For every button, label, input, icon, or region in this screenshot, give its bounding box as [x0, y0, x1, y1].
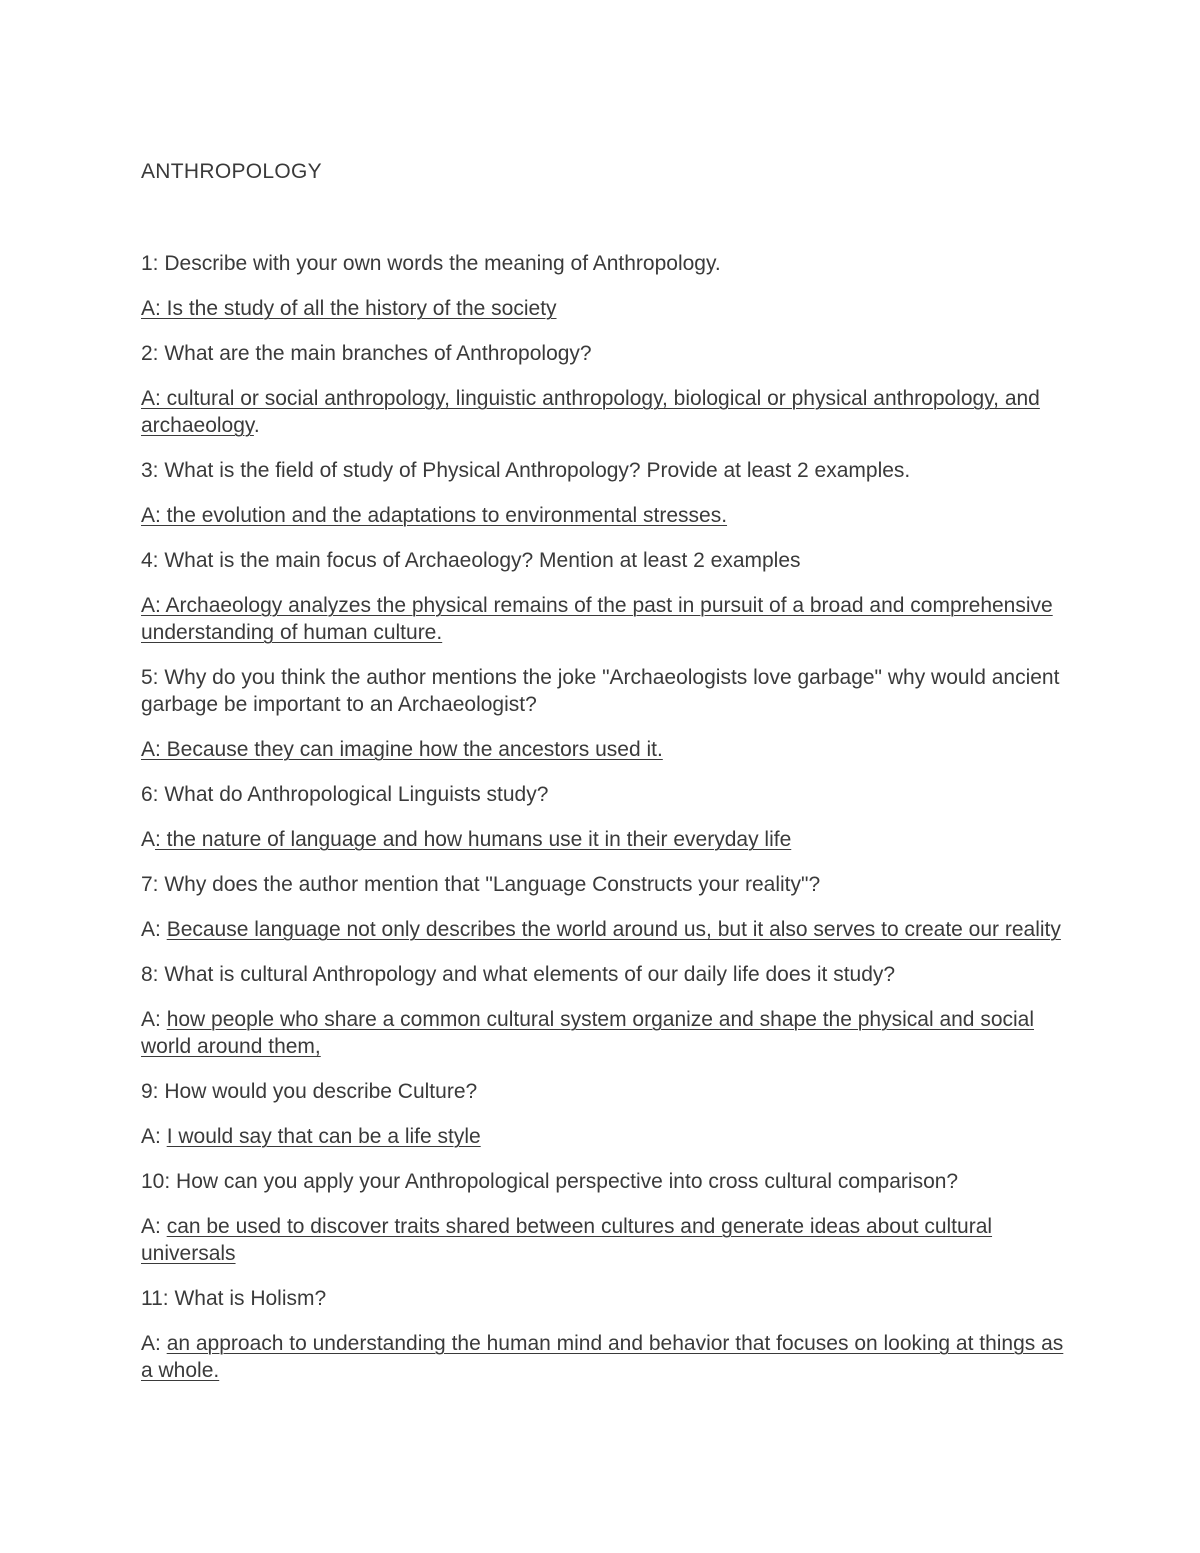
answer-text: Because language not only describes the world around us, but it also serves to create our reality — [166, 918, 1061, 941]
answer-text: A: the evolution and the adaptations to environmental stresses. — [141, 504, 728, 527]
qa-item-4 — [141, 547, 1071, 646]
answer-7 — [141, 916, 1071, 943]
answer-4 — [141, 592, 1071, 646]
qa-item-11 — [141, 1285, 1071, 1384]
qa-item-5 — [141, 664, 1071, 763]
qa-item-1 — [141, 250, 1071, 322]
answer-text: how people who share a common cultural system organize and shape the physical and social world around them, — [141, 1008, 1035, 1058]
answer-text: : the nature of language and how humans use it in their everyday life — [155, 828, 792, 851]
answer-text: can be used to discover traits shared between cultures and generate ideas about cultural universals — [141, 1215, 993, 1265]
answer-text: A: Is the study of all the history of the society — [141, 297, 557, 320]
answer-6 — [141, 826, 1071, 853]
qa-item-10 — [141, 1168, 1071, 1267]
qa-item-9 — [141, 1078, 1071, 1150]
qa-item-7 — [141, 871, 1071, 943]
question-4: 4: What is the main focus of Archaeology? Mention at least 2 examples — [141, 549, 801, 572]
question-1: 1: Describe with your own words the meaning of Anthropology. — [141, 252, 721, 275]
answer-text: A: Archaeology analyzes the physical remains of the past in pursuit of a broad and comprehensive understanding of human culture. — [141, 594, 1053, 644]
answer-3 — [141, 502, 1071, 529]
question-7: 7: Why does the author mention that "Language Constructs your reality"? — [141, 873, 821, 896]
answer-text: A: Because they can imagine how the ancestors used it. — [141, 738, 663, 761]
answer-prefix: A: — [141, 1008, 167, 1031]
qa-item-3 — [141, 457, 1071, 529]
answer-prefix: A — [141, 828, 156, 851]
qa-item-2 — [141, 340, 1071, 439]
answer-1 — [141, 295, 1071, 322]
answer-text: an approach to understanding the human mind and behavior that focuses on looking at things as a whole. — [141, 1332, 1064, 1382]
qa-item-6 — [141, 781, 1071, 853]
answer-2 — [141, 385, 1071, 439]
answer-5 — [141, 736, 1071, 763]
answer-suffix: . — [253, 414, 260, 437]
question-5: 5: Why do you think the author mentions the joke "Archaeologists love garbage" why would ancient garbage be important to an Archaeologist? — [141, 666, 1060, 716]
answer-text: A: cultural or social anthropology, linguistic anthropology, biological or physical anthropology, and archaeology — [141, 387, 1040, 437]
qa-item-8 — [141, 961, 1071, 1060]
answer-prefix: A: — [141, 1215, 167, 1238]
document-title: ANTHROPOLOGY — [141, 160, 322, 183]
answer-10 — [141, 1213, 1071, 1267]
question-9: 9: How would you describe Culture? — [141, 1080, 478, 1103]
qa-list — [141, 250, 1071, 1402]
question-2: 2: What are the main branches of Anthropology? — [141, 342, 592, 365]
question-8: 8: What is cultural Anthropology and what elements of our daily life does it study? — [141, 963, 896, 986]
question-6: 6: What do Anthropological Linguists study? — [141, 783, 549, 806]
question-3: 3: What is the field of study of Physical Anthropology? Provide at least 2 examples. — [141, 459, 911, 482]
answer-prefix: A: — [141, 1125, 167, 1148]
question-11: 11: What is Holism? — [141, 1287, 327, 1310]
question-10: 10: How can you apply your Anthropological perspective into cross cultural comparison? — [141, 1170, 959, 1193]
answer-8 — [141, 1006, 1071, 1060]
answer-9 — [141, 1123, 1071, 1150]
answer-text: I would say that can be a life style — [166, 1125, 481, 1148]
answer-prefix: A: — [141, 918, 167, 941]
answer-prefix: A: — [141, 1332, 167, 1355]
answer-11 — [141, 1330, 1071, 1384]
